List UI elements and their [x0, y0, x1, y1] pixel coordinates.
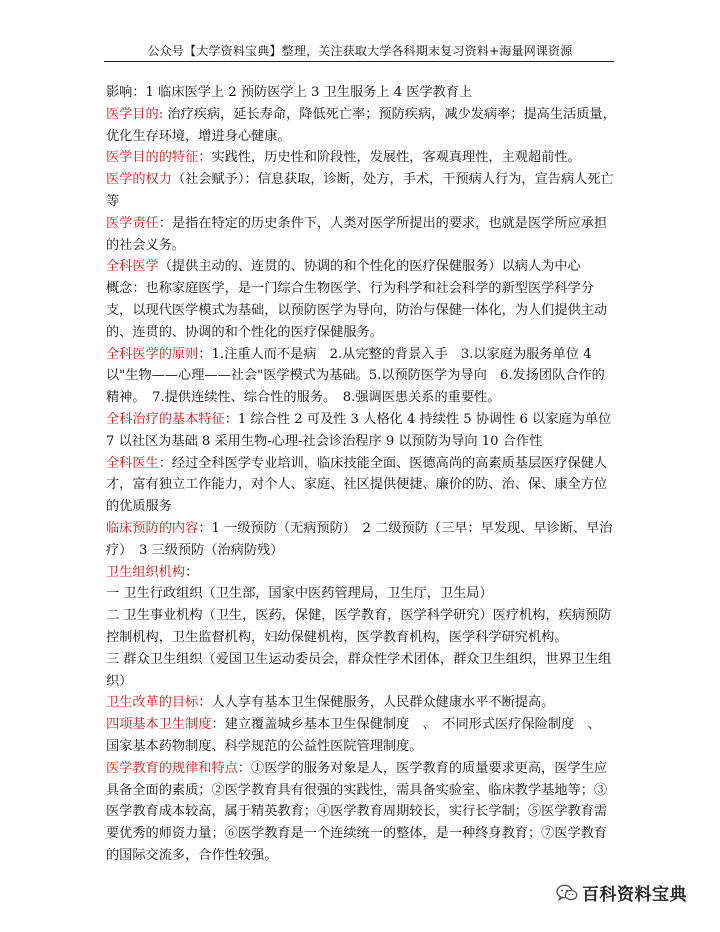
paragraph-text: （社会赋予）：信息获取，诊断，处方，手术，干预病人行为，宣告病人死亡等 — [106, 172, 614, 209]
watermark-text: 百科资料宝典 — [582, 885, 687, 905]
paragraph-text: ： — [185, 564, 199, 580]
header-divider — [104, 61, 614, 62]
paragraph-education-rules — [106, 758, 618, 867]
paragraph-health-organizations — [106, 562, 618, 584]
paragraph-four-systems — [106, 714, 618, 758]
paragraph-reform-goal — [106, 692, 618, 714]
term-label: 全科医生 — [106, 455, 159, 471]
wechat-icon — [556, 884, 578, 902]
paragraph-clinical-prevention — [106, 518, 618, 562]
term-label: 医学目的的特征 — [106, 150, 199, 166]
paragraph-text: 治疗疾病，延长寿命，降低死亡率；预防疾病，减少发病率；提高生活质量，优化生存环境，增进身心健康。 — [106, 106, 616, 144]
paragraph-text: ：人人享有基本卫生保健服务，人民群众健康水平不断提高。 — [198, 695, 555, 711]
paragraph-text: 二 卫生事业机构（卫生，医药，保健，医学教育，医学科学研究）医疗机构，疾病预防控制机构，卫生监督机构，妇幼保健机构，医学教育机构，医学科学研究机构。 — [106, 608, 612, 645]
page-header: 公众号【大学资料宝典】整理，关注获取大学各科期末复习资料+海量网课资源 — [147, 44, 573, 58]
paragraph-text: ：1 一级预防（无病预防） 2 二级预防（三早：早发现、早诊断、早治疗） 3 三级预防（治病防残） — [106, 520, 613, 558]
term-label: 卫生组织机构 — [106, 564, 186, 580]
term-label: 医学教育的规律和特点 — [106, 760, 238, 776]
paragraph-text: （提供主动的、连贯的、协调的和个性化的医疗保健服务）以病人为中心 — [158, 259, 581, 275]
term-label: 四项基本卫生制度 — [106, 717, 212, 733]
paragraph-text: ：1 综合性 2 可及性 3 人格化 4 持续性 5 协调性 6 以家庭为单位 7 以社区为基础 8 采用生物-心理-社会诊治程序 9 以预防为导向 10 合作性 — [106, 411, 612, 449]
paragraph-text: 影响：1 临床医学上 2 预防医学上 3 卫生服务上 4 医学教育上 — [106, 85, 473, 100]
paragraph-text: ：经过全科医学专业培训，临床技能全面、医德高尚的高素质基层医疗保健人才，富有独立工作能力，对个人、家庭、社区提供便捷、廉价的防、治、保、康全方位的优质服务 — [106, 455, 608, 515]
term-label: 全科治疗的基本特征 — [106, 411, 225, 427]
paragraph-concept — [106, 278, 618, 343]
paragraph-influence — [106, 82, 618, 104]
term-label: 全科医学的原则 — [106, 346, 199, 362]
paragraph-medical-purpose — [106, 104, 618, 148]
paragraph-purpose-features — [106, 147, 618, 169]
paragraph-treatment-features — [106, 409, 618, 453]
paragraph-org-institutions — [106, 605, 618, 649]
paragraph-text: ：是指在特定的历史条件下，人类对医学所提出的要求，也就是医学所应承担的社会义务。 — [106, 215, 608, 253]
paragraph-medical-responsibility — [106, 213, 618, 257]
paragraph-text: 一 卫生行政组织（卫生部，国家中医药管理局，卫生厅，卫生局） — [106, 586, 493, 602]
paragraph-text: 概念：也称家庭医学，是一门综合生物医学、行为科学和社会科学的新型医学科学分支，以现代医学模式为基础，以预防医学为导向，防治与保健一体化，为人们提供主动的、连贯的、协调的和个性化的医疗保健服务。 — [106, 281, 608, 340]
paragraph-text: ：实践性，历史性和阶段性，发展性，客观真理性，主观超前性。 — [198, 150, 581, 166]
term-label: 医学责任 — [106, 215, 159, 231]
paragraph-general-practitioner — [106, 453, 618, 518]
term-label: 医学目的: — [106, 106, 164, 122]
paragraph-org-admin — [106, 583, 618, 605]
paragraph-general-medicine — [106, 256, 618, 278]
watermark — [556, 880, 687, 905]
paragraph-medical-power — [106, 169, 618, 213]
term-label: 临床预防的内容 — [106, 520, 199, 536]
paragraph-text: ：1.注重人而不是病 2.从完整的背景入手 3.以家庭为服务单位 4 以"生物——心理——社会"医学模式为基础。5.以预防医学为导向 6.发扬团队合作的精神。 7.提供连续性、综合性的服务。 8.强调医患关系的重要性。 — [106, 346, 605, 406]
paragraph-text: ：①医学的服务对象是人，医学教育的质量要求更高，医学生应具备全面的素质；②医学教育具有很强的实践性，需具备实验室、临床教学基地等；③医学教育成本较高，属于精英教育；④医学教育周期较长，实行长学制；⑤医学教育需要优秀的师资力量；⑥医学教育是一个连续统一的整体，是一种终身教育；⑦医学教育的国际交流多，合作性较强。 — [106, 760, 608, 863]
term-label: 卫生改革的目标 — [106, 695, 199, 711]
term-label: 医学的权力 — [106, 172, 172, 188]
document-body — [106, 82, 618, 867]
term-label: 全科医学 — [106, 259, 159, 275]
paragraph-text: 三 群众卫生组织（爱国卫生运动委员会，群众性学术团体，群众卫生组织，世界卫生组织） — [106, 651, 612, 689]
paragraph-principles — [106, 344, 618, 409]
paragraph-text: ：建立覆盖城乡基本卫生保健制度 、 不同形式医疗保险制度 、 国家基本药物制度、科学规范的公益性医院管理制度。 — [106, 717, 608, 754]
paragraph-org-public — [106, 649, 618, 693]
